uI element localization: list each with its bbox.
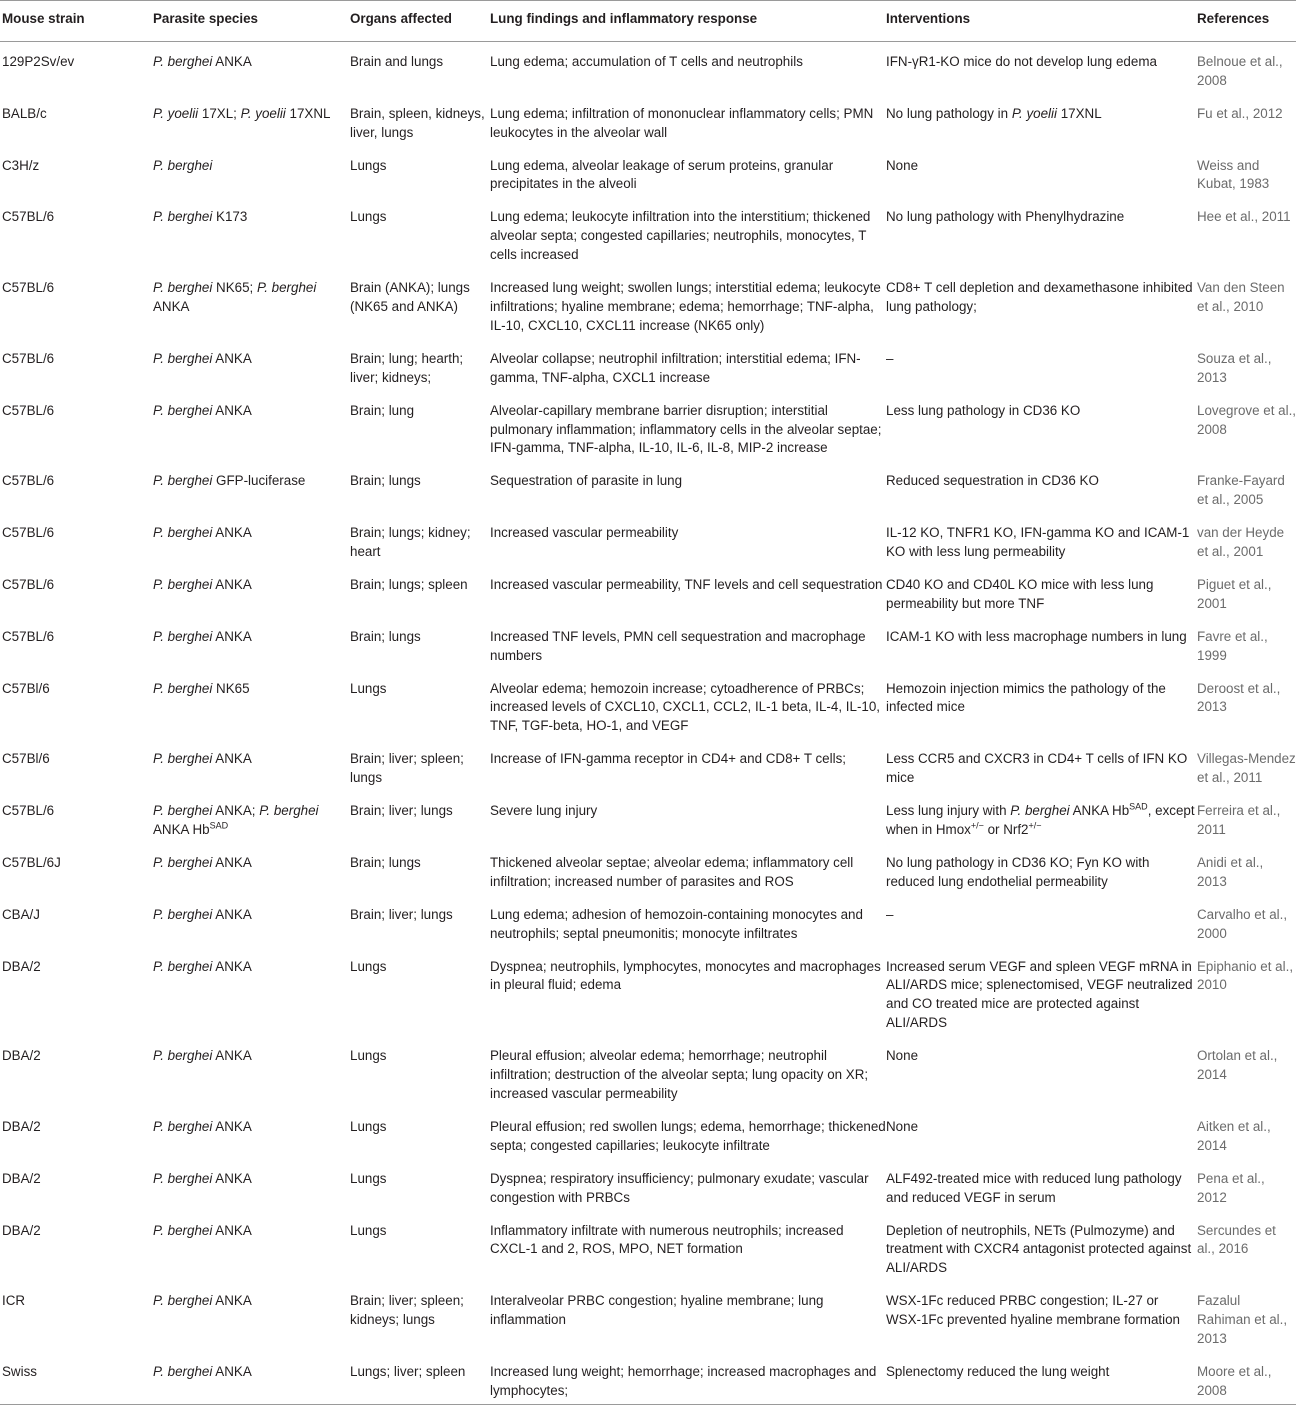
cell-reference: van der Heyde et al., 2001 xyxy=(1197,525,1285,560)
cell-organs-affected: Lungs xyxy=(350,1118,387,1134)
cell-lung-findings: Alveolar edema; hemozoin increase; cytoadherence of PRBCs; increased levels of CXCL10, CXCL1, CCL2, IL-1 beta, IL-4, IL-10, TNF, TGF-beta, HO-1, and VEGF xyxy=(490,680,881,734)
cell-mouse-strain: C57BL/6 xyxy=(2,803,55,819)
cell-reference: Sercundes et al., 2016 xyxy=(1197,1222,1276,1257)
cell-parasite-species: P. berghei ANKA xyxy=(153,53,252,69)
cell-organs-affected: Brain; lungs; spleen xyxy=(350,576,468,592)
cell-lung-findings: Sequestration of parasite in lung xyxy=(490,473,683,489)
cell-interventions: No lung pathology in CD36 KO; Fyn KO with reduced lung endothelial permeability xyxy=(886,854,1150,889)
cell-mouse-strain: DBA/2 xyxy=(2,1222,41,1238)
table-row xyxy=(0,1159,1296,1211)
cell-lung-findings: Severe lung injury xyxy=(490,803,598,819)
cell-mouse-strain: C57BL/6 xyxy=(2,402,55,418)
cell-parasite-species: P. berghei ANKA xyxy=(153,1170,252,1186)
cell-parasite-species: P. berghei ANKA xyxy=(153,1222,252,1238)
header-interventions: Interventions xyxy=(886,11,971,26)
table-row xyxy=(0,1107,1296,1159)
table-header xyxy=(0,1,1296,42)
cell-lung-findings: Increased vascular permeability xyxy=(490,525,679,541)
cell-organs-affected: Lungs xyxy=(350,209,387,225)
cell-reference: Anidi et al., 2013 xyxy=(1197,854,1264,889)
cell-interventions: None xyxy=(886,1048,919,1064)
table-row xyxy=(0,669,1296,740)
cell-reference: Weiss and Kubat, 1983 xyxy=(1197,157,1270,192)
cell-reference: Aitken et al., 2014 xyxy=(1197,1118,1271,1153)
cell-interventions: Hemozoin injection mimics the pathology of the infected mice xyxy=(886,680,1166,715)
cell-lung-findings: Lung edema; adhesion of hemozoin-containing monocytes and neutrophils; septal pneumonitis; monocyte infiltrates xyxy=(490,906,863,941)
cell-interventions: – xyxy=(886,350,894,366)
cell-interventions: IL-12 KO, TNFR1 KO, IFN-gamma KO and ICAM-1 KO with less lung permeability xyxy=(886,525,1190,560)
cell-reference: Hee et al., 2011 xyxy=(1197,209,1291,225)
cell-organs-affected: Brain; liver; spleen; lungs xyxy=(350,751,464,786)
cell-parasite-species: P. berghei K173 xyxy=(153,209,248,225)
cell-mouse-strain: DBA/2 xyxy=(2,1170,41,1186)
cell-mouse-strain: C57BL/6 xyxy=(2,209,55,225)
cell-interventions: No lung pathology with Phenylhydrazine xyxy=(886,209,1125,225)
cell-parasite-species: P. berghei xyxy=(153,157,213,173)
cell-parasite-species: P. berghei ANKA xyxy=(153,854,252,870)
cell-organs-affected: Brain (ANKA); lungs (NK65 and ANKA) xyxy=(350,280,470,314)
cell-interventions: Less CCR5 and CXCR3 in CD4+ T cells of IFN KO mice xyxy=(886,751,1188,786)
cell-parasite-species: P. berghei ANKA xyxy=(153,628,252,644)
table-row xyxy=(0,391,1296,462)
table-row xyxy=(0,791,1296,843)
cell-organs-affected: Lungs xyxy=(350,958,387,974)
cell-lung-findings: Lung edema; leukocyte infiltration into the interstitium; thickened alveolar septa; congested capillaries; neutrophils, monocytes, T cells increased xyxy=(490,209,871,263)
cell-parasite-species: P. berghei GFP-luciferase xyxy=(153,473,306,489)
cell-mouse-strain: C57BL/6 xyxy=(2,576,55,592)
cell-parasite-species: P. berghei NK65 xyxy=(153,680,250,696)
cell-reference: Franke-Fayard et al., 2005 xyxy=(1197,473,1285,508)
cell-mouse-strain: C57Bl/6 xyxy=(2,751,50,767)
header-lung-findings: Lung findings and inflammatory response xyxy=(490,11,758,26)
table-row xyxy=(0,513,1296,565)
cell-reference: Van den Steen et al., 2010 xyxy=(1197,280,1285,314)
cell-reference: Souza et al., 2013 xyxy=(1197,350,1272,385)
cell-lung-findings: Alveolar-capillary membrane barrier disruption; interstitial pulmonary inflammation; inflammatory cells in the alveolar septae; IFN-gamma, TNF-alpha, IL-10, IL-6, IL-8, MIP-2 increase xyxy=(490,402,882,456)
cell-organs-affected: Brain; lungs xyxy=(350,854,421,870)
cell-mouse-strain: 129P2Sv/ev xyxy=(2,53,75,69)
cell-parasite-species: P. berghei ANKA xyxy=(153,1293,252,1309)
cell-interventions: Less lung pathology in CD36 KO xyxy=(886,402,1081,418)
cell-reference: Fazalul Rahiman et al., 2013 xyxy=(1197,1293,1288,1347)
table-row xyxy=(0,565,1296,617)
cell-interventions: IFN-γR1-KO mice do not develop lung edema xyxy=(886,53,1157,69)
cell-parasite-species: P. berghei ANKA xyxy=(153,751,252,767)
cell-lung-findings: Increased lung weight; swollen lungs; interstitial edema; leukocyte infiltrations; hyaline membrane; edema; hemorrhage; TNF-alpha, IL-10, CXCL10, CXCL11 increase (NK65 only) xyxy=(490,280,881,333)
cell-organs-affected: Brain and lungs xyxy=(350,53,444,69)
cell-parasite-species: P. berghei ANKA xyxy=(153,350,252,366)
cell-organs-affected: Lungs xyxy=(350,1170,387,1186)
cell-parasite-species: P. berghei ANKA xyxy=(153,1048,252,1064)
cell-lung-findings: Pleural effusion; red swollen lungs; edema, hemorrhage; thickened septa; congested capillaries; leukocyte infiltrate xyxy=(490,1118,886,1153)
cell-reference: Ferreira et al., 2011 xyxy=(1197,803,1281,837)
cell-interventions: No lung pathology in P. yoelii 17XNL xyxy=(886,105,1102,121)
cell-organs-affected: Brain; lung xyxy=(350,402,415,418)
cell-organs-affected: Lungs xyxy=(350,157,387,173)
cell-mouse-strain: C57BL/6 xyxy=(2,525,55,541)
cell-lung-findings: Increased TNF levels, PMN cell sequestration and macrophage numbers xyxy=(490,628,866,663)
cell-mouse-strain: CBA/J xyxy=(2,906,40,922)
table-body xyxy=(0,41,1296,1404)
cell-interventions: Splenectomy reduced the lung weight xyxy=(886,1363,1110,1379)
cell-reference: Carvalho et al., 2000 xyxy=(1197,906,1288,941)
cell-reference: Lovegrove et al., 2008 xyxy=(1197,402,1296,437)
cell-interventions: None xyxy=(886,157,919,173)
cell-organs-affected: Brain; liver; lungs xyxy=(350,906,453,922)
cell-parasite-species: P. berghei ANKA xyxy=(153,576,252,592)
cell-mouse-strain: DBA/2 xyxy=(2,1048,41,1064)
cell-mouse-strain: DBA/2 xyxy=(2,958,41,974)
cell-organs-affected: Brain, spleen, kidneys, liver, lungs xyxy=(350,105,485,140)
cell-lung-findings: Inflammatory infiltrate with numerous neutrophils; increased CXCL-1 and 2, ROS, MPO, NET formation xyxy=(490,1222,844,1257)
table-row xyxy=(0,1211,1296,1282)
cell-interventions: – xyxy=(886,906,894,922)
cell-reference: Fu et al., 2012 xyxy=(1197,105,1283,121)
cell-parasite-species: P. berghei ANKA xyxy=(153,1363,252,1379)
table-row xyxy=(0,94,1296,146)
cell-lung-findings: Lung edema; accumulation of T cells and neutrophils xyxy=(490,53,803,69)
cell-lung-findings: Increase of IFN-gamma receptor in CD4+ and CD8+ T cells; xyxy=(490,751,846,767)
cell-mouse-strain: C3H/z xyxy=(2,157,40,173)
cell-mouse-strain: C57BL/6 xyxy=(2,628,55,644)
cell-interventions: ICAM-1 KO with less macrophage numbers in lung xyxy=(886,628,1187,644)
table-row xyxy=(0,739,1296,791)
cell-lung-findings: Lung edema, alveolar leakage of serum proteins, granular precipitates in the alveoli xyxy=(490,157,834,192)
cell-parasite-species: P. berghei ANKA xyxy=(153,1118,252,1134)
table-row xyxy=(0,461,1296,513)
cell-interventions: Depletion of neutrophils, NETs (Pulmozyme) and treatment with CXCR4 antagonist protected against ALI/ARDS xyxy=(886,1222,1192,1276)
cell-interventions: CD8+ T cell depletion and dexamethasone inhibited lung pathology; xyxy=(886,280,1193,314)
header-organs-affected: Organs affected xyxy=(350,11,452,26)
header-mouse-strain: Mouse strain xyxy=(2,11,85,26)
cell-organs-affected: Brain; lungs xyxy=(350,473,421,489)
cell-organs-affected: Lungs; liver; spleen xyxy=(350,1363,466,1379)
cell-mouse-strain: BALB/c xyxy=(2,105,47,121)
header-row xyxy=(0,1,1296,42)
cell-organs-affected: Brain; lungs; kidney; heart xyxy=(350,525,471,560)
cell-lung-findings: Dyspnea; neutrophils, lymphocytes, monocytes and macrophages in pleural fluid; edema xyxy=(490,958,881,993)
cell-interventions: Increased serum VEGF and spleen VEGF mRNA in ALI/ARDS mice; splenectomised, VEGF neutralized and CO treated mice are protected against ALI/ARDS xyxy=(886,958,1193,1031)
cell-interventions: Reduced sequestration in CD36 KO xyxy=(886,473,1099,489)
table-row xyxy=(0,843,1296,895)
cell-lung-findings: Increased vascular permeability, TNF levels and cell sequestration xyxy=(490,576,883,592)
cell-mouse-strain: C57BL/6J xyxy=(2,854,61,870)
cell-lung-findings: Interalveolar PRBC congestion; hyaline membrane; lung inflammation xyxy=(490,1293,824,1328)
cell-parasite-species: P. berghei ANKA xyxy=(153,958,252,974)
cell-reference: Moore et al., 2008 xyxy=(1197,1363,1272,1398)
cell-parasite-species: P. berghei ANKA xyxy=(153,402,252,418)
table-row xyxy=(0,617,1296,669)
cell-interventions: Less lung injury with P. berghei ANKA $Hb^{SAD}$, except when in Hmox+/− or Nrf2+/− xyxy=(886,801,1195,837)
cell-organs-affected: Brain; lungs xyxy=(350,628,421,644)
table-row xyxy=(0,1036,1296,1107)
cell-interventions: WSX-1Fc reduced PRBC congestion; IL-27 or WSX-1Fc prevented hyaline membrane formation xyxy=(886,1293,1180,1328)
cell-organs-affected: Brain; liver; lungs xyxy=(350,803,453,819)
cell-parasite-species: P. yoelii 17XL; P. yoelii 17XNL xyxy=(153,105,331,121)
cell-organs-affected: Brain; lung; hearth; liver; kidneys; xyxy=(350,350,464,385)
cell-organs-affected: Lungs xyxy=(350,1222,387,1238)
cell-lung-findings: Dyspnea; respiratory insufficiency; pulmonary exudate; vascular congestion with PRBCs xyxy=(490,1170,869,1205)
cell-organs-affected: Lungs xyxy=(350,680,387,696)
cell-interventions: CD40 KO and CD40L KO mice with less lung permeability but more TNF xyxy=(886,576,1154,611)
table-row xyxy=(0,268,1296,339)
table-row xyxy=(0,197,1296,268)
cell-parasite-species: P. berghei ANKA xyxy=(153,906,252,922)
header-references: References xyxy=(1197,11,1270,26)
cell-reference: Villegas-Mendez et al., 2011 xyxy=(1197,751,1296,786)
table-row xyxy=(0,895,1296,947)
cell-lung-findings: Lung edema; infiltration of mononuclear inflammatory cells; PMN leukocytes in the alveolar wall xyxy=(490,105,874,140)
cell-parasite-species: P. berghei ANKA; P. berghei ANKA $Hb^{SAD}$ xyxy=(153,803,319,837)
cell-interventions: ALF492-treated mice with reduced lung pathology and reduced VEGF in serum xyxy=(886,1170,1182,1205)
cell-mouse-strain: ICR xyxy=(2,1293,26,1309)
cell-lung-findings: Pleural effusion; alveolar edema; hemorrhage; neutrophil infiltration; destruction of the alveolar septa; lung opacity on XR; increased vascular permeability xyxy=(490,1048,869,1101)
cell-mouse-strain: C57BL/6 xyxy=(2,280,55,296)
cell-mouse-strain: C57BL/6 xyxy=(2,473,55,489)
cell-lung-findings: Thickened alveolar septae; alveolar edema; inflammatory cell infiltration; increased number of parasites and ROS xyxy=(490,854,854,889)
cell-mouse-strain: Swiss xyxy=(2,1363,37,1379)
cell-lung-findings: Alveolar collapse; neutrophil infiltration; interstitial edema; IFN-gamma, TNF-alpha, CXCL1 increase xyxy=(490,350,861,385)
cell-reference: Belnoue et al., 2008 xyxy=(1197,53,1283,88)
cell-reference: Pena et al., 2012 xyxy=(1197,1170,1265,1205)
table-row xyxy=(0,41,1296,93)
cell-mouse-strain: C57BL/6 xyxy=(2,350,55,366)
header-parasite-species: Parasite species xyxy=(153,11,258,26)
cell-reference: Deroost et al., 2013 xyxy=(1197,680,1281,715)
cell-reference: Favre et al., 1999 xyxy=(1197,628,1268,663)
cell-reference: Piguet et al., 2001 xyxy=(1197,576,1272,611)
cell-mouse-strain: DBA/2 xyxy=(2,1118,41,1134)
table-row xyxy=(0,146,1296,198)
cell-organs-affected: Lungs xyxy=(350,1048,387,1064)
cell-lung-findings: Increased lung weight; hemorrhage; increased macrophages and lymphocytes; xyxy=(490,1363,877,1398)
cell-reference: Ortolan et al., 2014 xyxy=(1197,1048,1278,1083)
table-row xyxy=(0,1281,1296,1352)
cell-mouse-strain: C57Bl/6 xyxy=(2,680,50,696)
cell-reference: Epiphanio et al., 2010 xyxy=(1197,958,1294,993)
cell-parasite-species: P. berghei ANKA xyxy=(153,525,252,541)
table-row xyxy=(0,947,1296,1037)
cell-organs-affected: Brain; liver; spleen; kidneys; lungs xyxy=(350,1293,464,1328)
cell-parasite-species: P. berghei NK65; P. berghei ANKA xyxy=(153,280,317,314)
table-row xyxy=(0,339,1296,391)
cell-interventions: None xyxy=(886,1118,919,1134)
table-row xyxy=(0,1352,1296,1404)
